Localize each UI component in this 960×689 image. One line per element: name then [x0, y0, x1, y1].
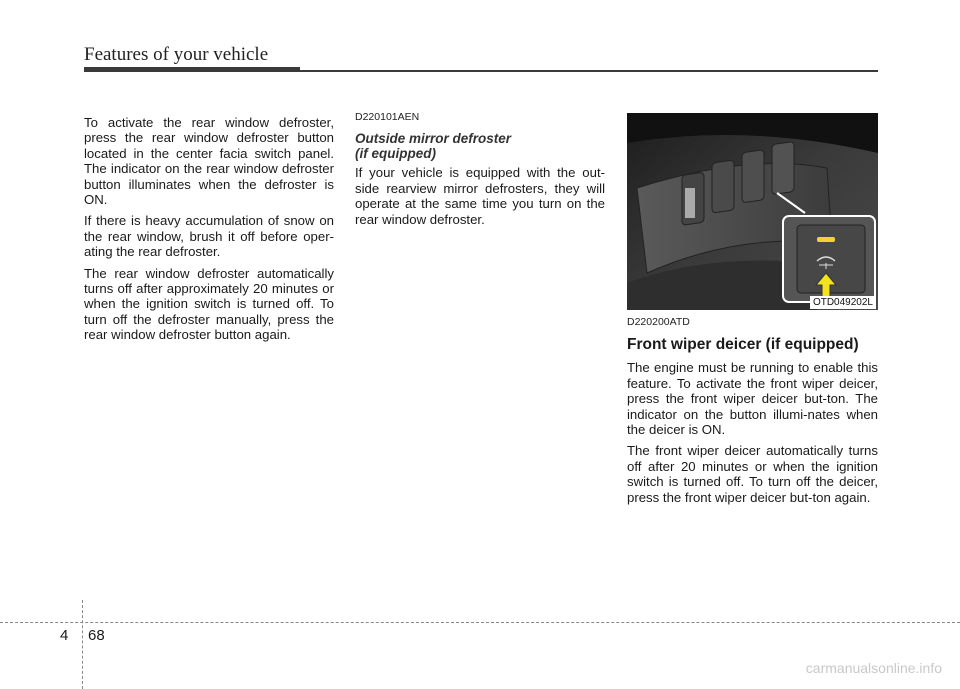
page-header-title: Features of your vehicle — [84, 44, 269, 65]
chapter-number: 4 — [60, 627, 69, 644]
section-code: D220101AEN — [355, 111, 420, 123]
paragraph: The front wiper deicer automatically turns off after 20 minutes or when the ignition switch is turned off. To turn off the deicer, press the front wiper deicer but-ton again. — [627, 443, 878, 505]
deicer-switch-photo — [627, 113, 878, 310]
column-mirror-defroster — [355, 110, 605, 233]
paragraph: The engine must be running to enable this feature. To activate the front wiper deicer, press the front wiper deicer but-ton. The indicator on the button illumi-nates when the deicer is ON. — [627, 360, 878, 438]
dashboard-illustration — [627, 113, 878, 310]
header-rule-thick — [84, 67, 300, 72]
footer-rule — [0, 622, 960, 623]
column-rear-defroster — [84, 115, 334, 349]
paragraph: If your vehicle is equipped with the out-side rearview mirror defrosters, they will operate at the same time you turn on the rear window defroster. — [355, 165, 605, 227]
paragraph: The rear window defroster automatically turns off after approximately 20 minutes or when the ignition switch is turned off. To turn off the defroster manually, press the rear window defroster button again. — [84, 265, 334, 343]
footer-vertical-rule — [82, 600, 83, 689]
figure-code-label: OTD049202L — [810, 296, 876, 309]
paragraph: If there is heavy accumulation of snow on the rear window, brush it off before oper-ating the rear defroster. — [84, 213, 334, 260]
heading-line: Outside mirror defroster — [355, 131, 512, 147]
paragraph: To activate the rear window defroster, press the rear window defroster button located in the center facia switch panel. The indicator on the rear window defroster button illuminates when the defroster is ON. — [84, 115, 334, 208]
page-number: 68 — [88, 627, 105, 644]
heading-line: (if equipped) — [355, 146, 436, 162]
column-wiper-deicer — [627, 315, 878, 511]
mirror-defroster-heading — [355, 131, 605, 161]
section-code: D220200ATD — [627, 316, 690, 328]
wiper-deicer-heading: Front wiper deicer (if equipped) — [627, 336, 859, 354]
header-rule-thin — [300, 70, 878, 72]
watermark-text: carmanualsonline.info — [805, 660, 942, 676]
